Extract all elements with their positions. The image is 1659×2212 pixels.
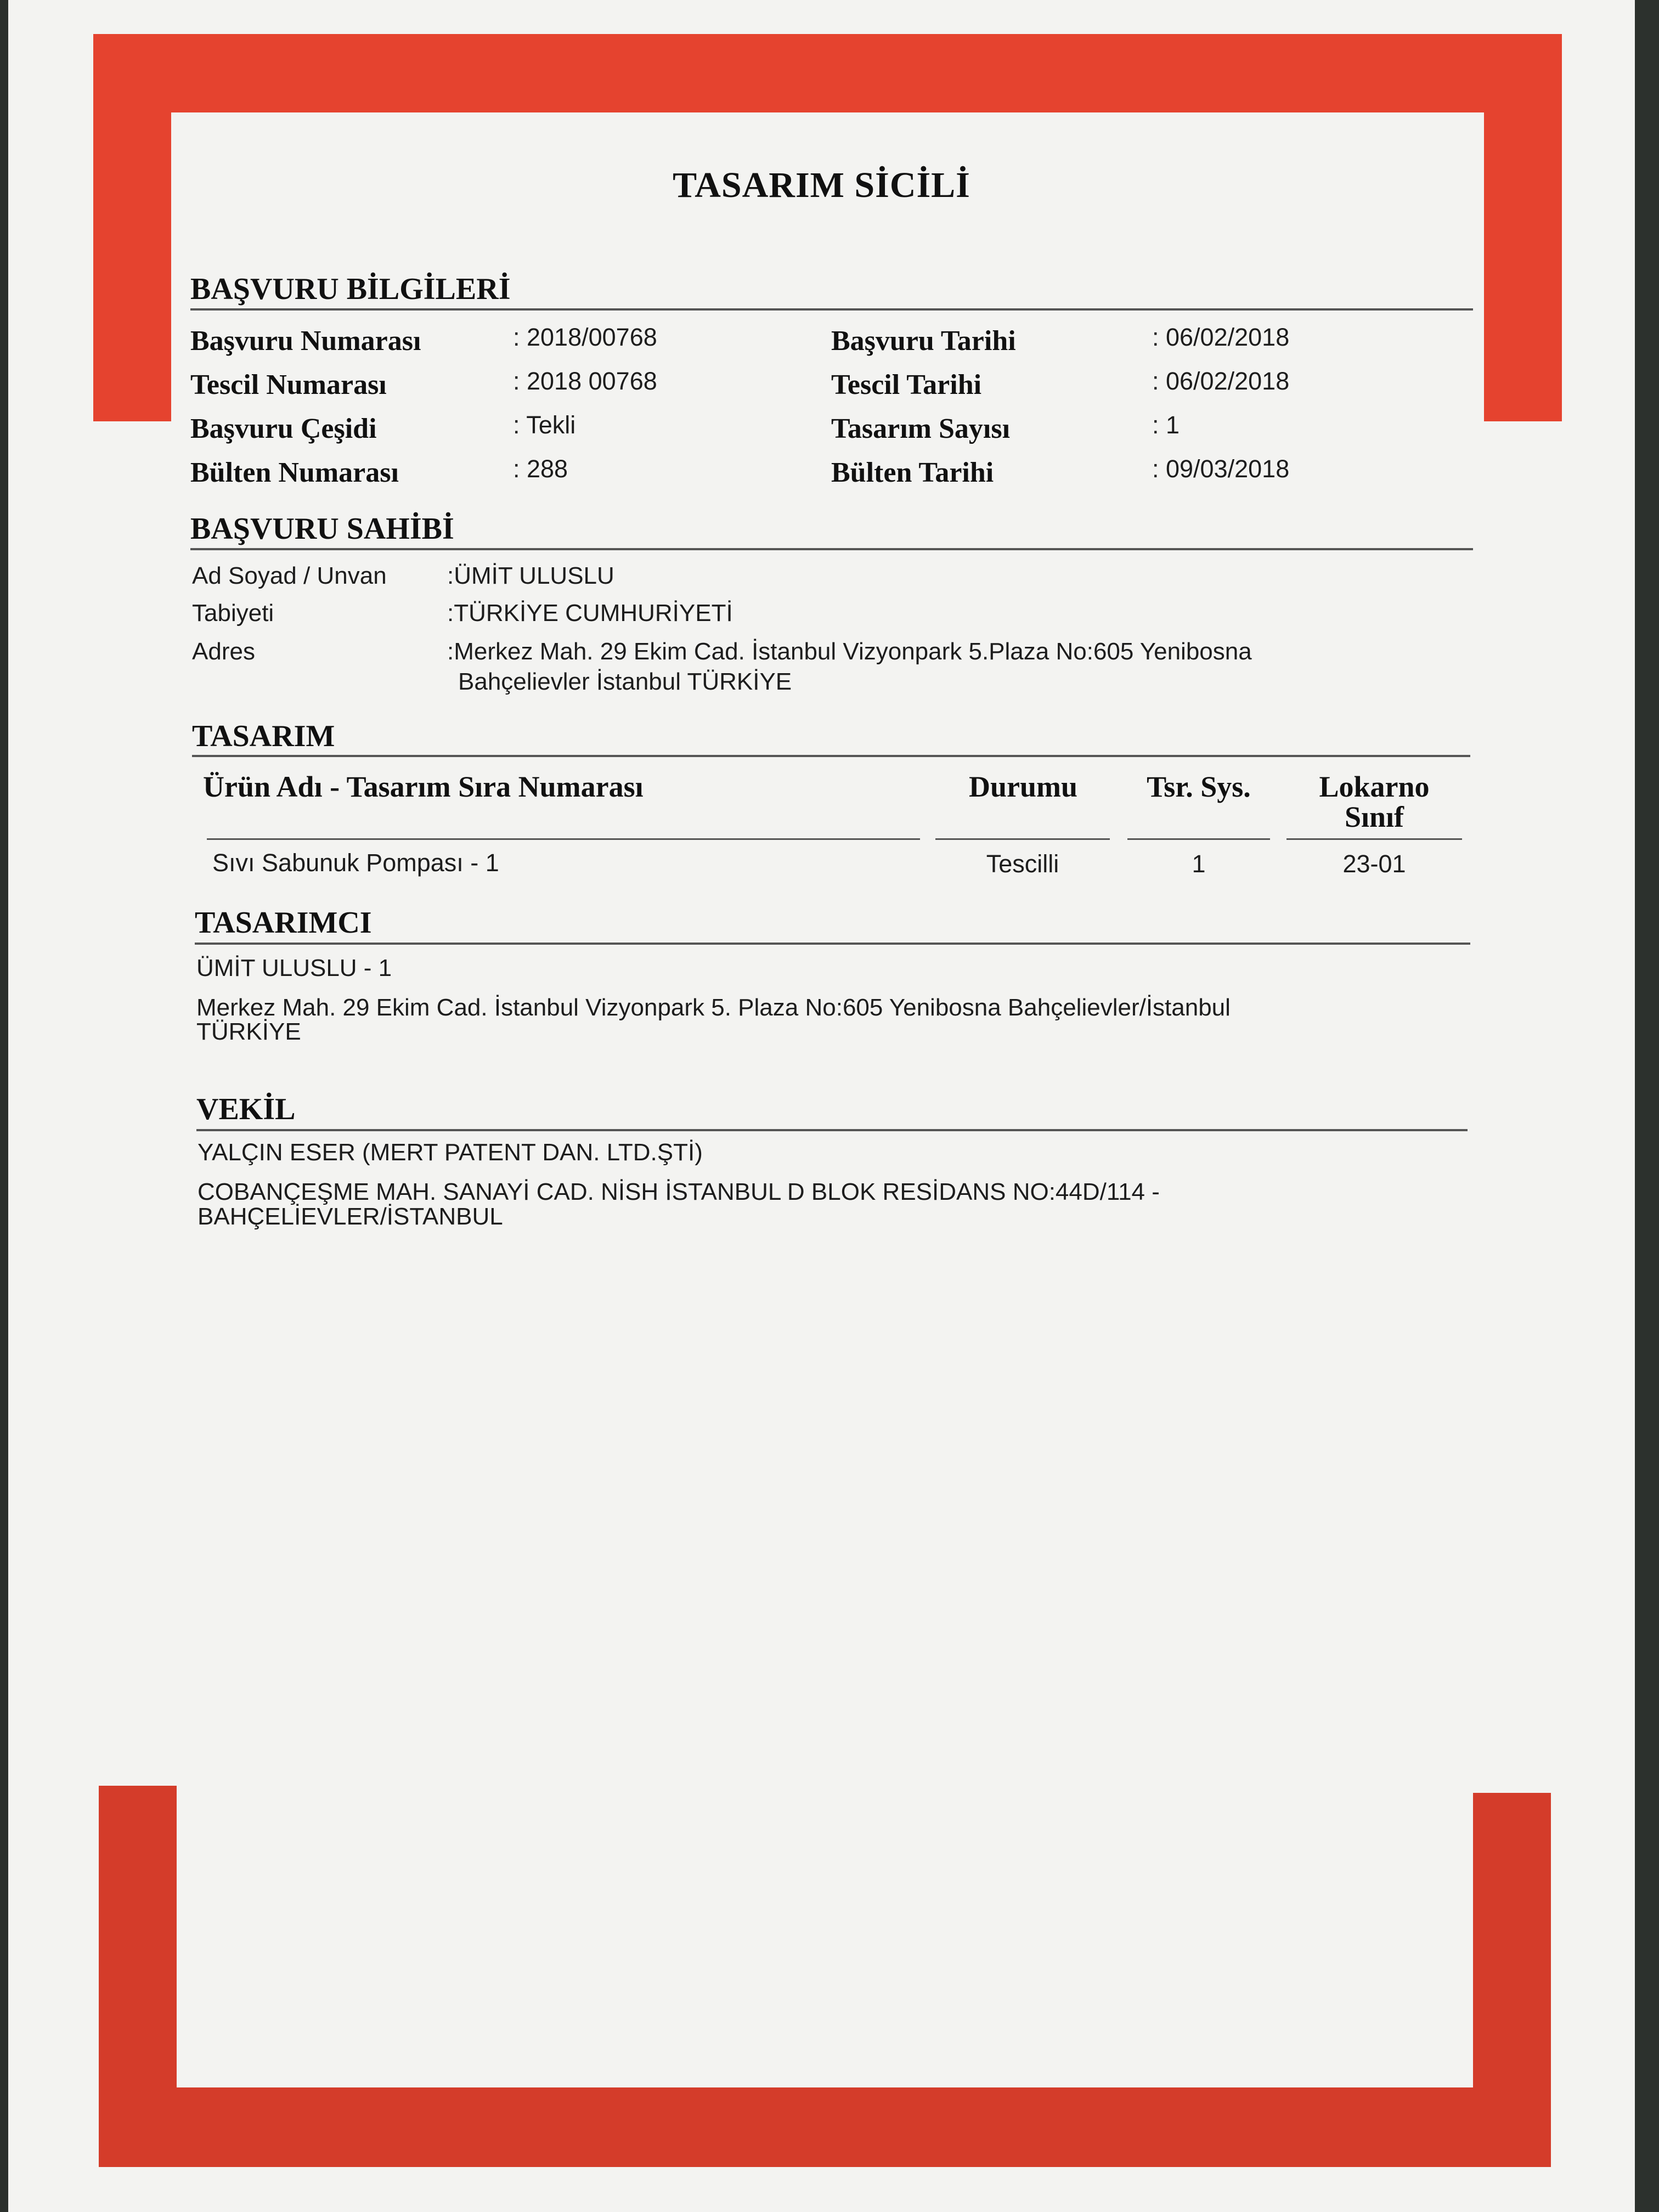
field-value: : Tekli [513,411,576,439]
field-label: Başvuru Çeşidi [190,413,377,444]
field-label: Bülten Tarihi [831,457,994,488]
applicant-value: :TÜRKİYE CUMHURİYETİ [447,600,733,627]
document-title: TASARIM SİCİLİ [673,165,970,205]
field-value: : 1 [1152,411,1180,439]
designer-address-line1: Merkez Mah. 29 Ekim Cad. İstanbul Vizyonpark 5. Plaza No:605 Yenibosna Bahçelievler/İstanbul [196,994,1231,1021]
section-attorney-rule [196,1129,1468,1131]
field-label: Tescil Tarihi [831,369,982,400]
field-value: : 2018 00768 [513,367,657,395]
column-header-class: Sınıf [1344,800,1404,833]
field-value: : 09/03/2018 [1152,455,1290,483]
applicant-label: Tabiyeti [192,600,274,627]
field-label: Başvuru Numarası [190,325,421,357]
section-application-info-heading: BAŞVURU BİLGİLERİ [190,272,511,306]
column-rule-product [207,838,920,840]
column-header-product: Ürün Adı - Tasarım Sıra Numarası [203,770,644,803]
column-header-locarno: Lokarno [1319,770,1430,803]
designer-address-line2: TÜRKİYE [196,1018,301,1045]
section-attorney-heading: VEKİL [196,1092,296,1126]
column-header-status: Durumu [968,770,1078,803]
attorney-address-line2: BAHÇELİEVLER/İSTANBUL [198,1203,503,1230]
field-label: Tasarım Sayısı [831,413,1011,444]
attorney-name: YALÇIN ESER (MERT PATENT DAN. LTD.ŞTİ) [198,1139,703,1166]
applicant-value: :Merkez Mah. 29 Ekim Cad. İstanbul Vizyonpark 5.Plaza No:605 Yenibosna [447,638,1252,665]
applicant-value: :ÜMİT ULUSLU [447,562,614,589]
applicant-label: Adres [192,638,255,665]
section-design-rule [192,755,1470,757]
designer-name: ÜMİT ULUSLU - 1 [196,955,392,981]
cell-product: Sıvı Sabunuk Pompası - 1 [212,849,499,877]
field-value: : 06/02/2018 [1152,323,1290,351]
section-application-info-rule [190,308,1473,311]
cell-count: 1 [1192,850,1206,878]
section-applicant-heading: BAŞVURU SAHİBİ [190,512,454,546]
field-value: : 288 [513,455,568,483]
column-rule-locarno [1286,838,1462,840]
column-rule-status [935,838,1110,840]
applicant-value-line2: Bahçelievler İstanbul TÜRKİYE [458,668,792,695]
cell-status: Tescilli [986,850,1059,878]
cell-locarno: 23-01 [1342,850,1406,878]
section-designer-rule [195,943,1470,945]
field-label: Bülten Numarası [190,457,399,488]
column-rule-count [1127,838,1270,840]
field-value: : 06/02/2018 [1152,367,1290,395]
attorney-address-line1: COBANÇEŞME MAH. SANAYİ CAD. NİSH İSTANBUL D BLOK RESİDANS NO:44D/114 - [198,1178,1160,1205]
field-label: Tescil Numarası [190,369,387,400]
field-label: Başvuru Tarihi [831,325,1016,357]
section-applicant-rule [190,548,1473,550]
column-header-count: Tsr. Sys. [1147,770,1251,803]
document [8,0,1635,2212]
section-design-heading: TASARIM [192,719,335,753]
applicant-label: Ad Soyad / Unvan [192,562,387,589]
section-designer-heading: TASARIMCI [195,906,372,940]
field-value: : 2018/00768 [513,323,657,351]
